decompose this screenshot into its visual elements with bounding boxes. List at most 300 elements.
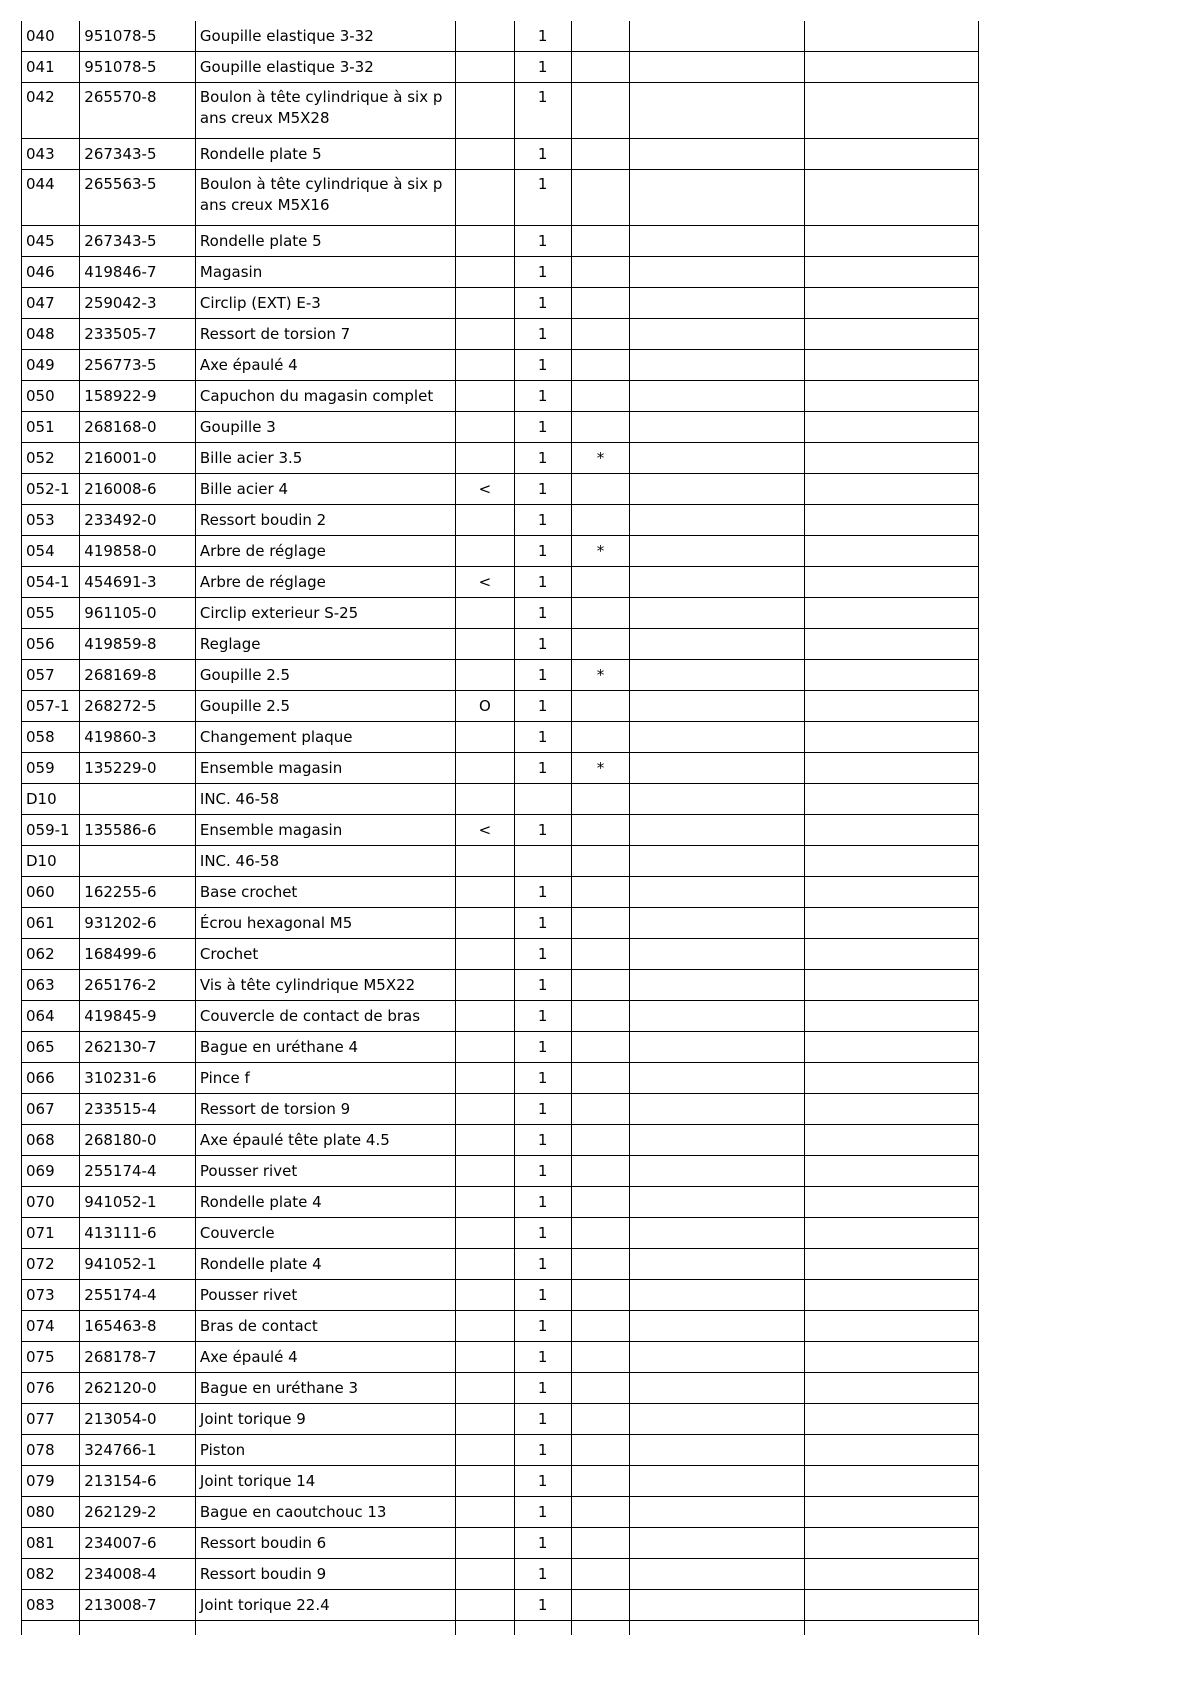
table-row: [22, 598, 979, 629]
empty-cell: [805, 1528, 979, 1559]
mark-cell: [571, 691, 629, 722]
note-cell: [456, 1125, 514, 1156]
item-number-cell: 081: [22, 1528, 80, 1559]
quantity-cell: 1: [514, 598, 571, 629]
item-number-cell: 052: [22, 443, 80, 474]
quantity-cell: 1: [514, 1497, 571, 1528]
table-row: [22, 1342, 979, 1373]
empty-cell: [805, 1001, 979, 1032]
item-number-cell: 064: [22, 1001, 80, 1032]
part-number-cell: 233505-7: [80, 319, 196, 350]
part-number-cell: 216008-6: [80, 474, 196, 505]
item-number-cell: 063: [22, 970, 80, 1001]
table-row: [22, 567, 979, 598]
empty-cell: [630, 226, 805, 257]
empty-cell: [805, 691, 979, 722]
mark-cell: [571, 1125, 629, 1156]
description-cell: Vis à tête cylindrique M5X22: [195, 970, 455, 1001]
note-cell: [456, 970, 514, 1001]
empty-cell: [630, 1590, 805, 1621]
description-cell: Ressort de torsion 7: [195, 319, 455, 350]
item-number-cell: 073: [22, 1280, 80, 1311]
mark-cell: [571, 319, 629, 350]
empty-cell: [630, 1125, 805, 1156]
description-cell: Rondelle plate 4: [195, 1187, 455, 1218]
note-cell: [456, 443, 514, 474]
description-cell: Couvercle de contact de bras: [195, 1001, 455, 1032]
part-number-cell: 267343-5: [80, 139, 196, 170]
empty-cell: [456, 1621, 514, 1636]
quantity-cell: 1: [514, 381, 571, 412]
note-cell: [456, 536, 514, 567]
empty-cell: [630, 815, 805, 846]
quantity-cell: 1: [514, 1280, 571, 1311]
mark-cell: [571, 1249, 629, 1280]
note-cell: [456, 1187, 514, 1218]
empty-cell: [805, 877, 979, 908]
note-cell: [456, 170, 514, 226]
mark-cell: [571, 257, 629, 288]
mark-cell: [571, 1187, 629, 1218]
quantity-cell: 1: [514, 939, 571, 970]
empty-cell: [805, 1187, 979, 1218]
mark-cell: [571, 1559, 629, 1590]
empty-cell: [805, 598, 979, 629]
item-number-cell: 059: [22, 753, 80, 784]
note-cell: [456, 288, 514, 319]
table-row: [22, 1590, 979, 1621]
note-cell: [456, 1032, 514, 1063]
empty-cell: [22, 1621, 80, 1636]
note-cell: [456, 1218, 514, 1249]
empty-cell: [805, 443, 979, 474]
empty-cell: [805, 1497, 979, 1528]
empty-cell: [630, 784, 805, 815]
mark-cell: *: [571, 536, 629, 567]
empty-cell: [805, 1559, 979, 1590]
mark-cell: [571, 1063, 629, 1094]
mark-cell: [571, 1156, 629, 1187]
item-number-cell: 048: [22, 319, 80, 350]
description-cell: Joint torique 9: [195, 1404, 455, 1435]
part-number-cell: 268180-0: [80, 1125, 196, 1156]
mark-cell: [571, 139, 629, 170]
table-row: [22, 691, 979, 722]
mark-cell: [571, 505, 629, 536]
part-number-cell: 234007-6: [80, 1528, 196, 1559]
empty-cell: [805, 1466, 979, 1497]
description-cell: Reglage: [195, 629, 455, 660]
empty-cell: [805, 412, 979, 443]
empty-cell: [630, 83, 805, 139]
description-cell: Pousser rivet: [195, 1280, 455, 1311]
mark-cell: [571, 1435, 629, 1466]
note-cell: [456, 21, 514, 52]
quantity-cell: 1: [514, 83, 571, 139]
mark-cell: [571, 381, 629, 412]
description-cell: Bille acier 3.5: [195, 443, 455, 474]
part-number-cell: 234008-4: [80, 1559, 196, 1590]
empty-cell: [630, 505, 805, 536]
mark-cell: [571, 1590, 629, 1621]
quantity-cell: 1: [514, 1125, 571, 1156]
item-number-cell: 057: [22, 660, 80, 691]
empty-cell: [630, 691, 805, 722]
item-number-cell: 041: [22, 52, 80, 83]
empty-cell: [805, 350, 979, 381]
item-number-cell: 046: [22, 257, 80, 288]
part-number-cell: 165463-8: [80, 1311, 196, 1342]
empty-cell: [805, 1063, 979, 1094]
note-cell: [456, 1466, 514, 1497]
description-cell: Crochet: [195, 939, 455, 970]
empty-cell: [514, 1621, 571, 1636]
mark-cell: *: [571, 660, 629, 691]
empty-cell: [630, 1342, 805, 1373]
note-cell: [456, 505, 514, 536]
quantity-cell: 1: [514, 505, 571, 536]
note-cell: [456, 226, 514, 257]
quantity-cell: 1: [514, 1559, 571, 1590]
description-cell: Arbre de réglage: [195, 536, 455, 567]
table-row: [22, 1559, 979, 1590]
table-row: [22, 722, 979, 753]
table-row: [22, 257, 979, 288]
note-cell: [456, 629, 514, 660]
empty-cell: [805, 1125, 979, 1156]
table-row: [22, 21, 979, 52]
mark-cell: [571, 350, 629, 381]
note-cell: <: [456, 474, 514, 505]
note-cell: [456, 1249, 514, 1280]
mark-cell: [571, 567, 629, 598]
part-number-cell: 961105-0: [80, 598, 196, 629]
empty-cell: [630, 1466, 805, 1497]
quantity-cell: 1: [514, 970, 571, 1001]
quantity-cell: 1: [514, 139, 571, 170]
mark-cell: [571, 1094, 629, 1125]
table-row: [22, 1404, 979, 1435]
item-number-cell: 050: [22, 381, 80, 412]
item-number-cell: 080: [22, 1497, 80, 1528]
part-number-cell: 265176-2: [80, 970, 196, 1001]
item-number-cell: 076: [22, 1373, 80, 1404]
note-cell: <: [456, 815, 514, 846]
quantity-cell: 1: [514, 1187, 571, 1218]
part-number-cell: 262129-2: [80, 1497, 196, 1528]
empty-cell: [630, 288, 805, 319]
mark-cell: [571, 1280, 629, 1311]
parts-list-sheet: [21, 21, 979, 1635]
empty-cell: [630, 908, 805, 939]
part-number-cell: 941052-1: [80, 1187, 196, 1218]
quantity-cell: 1: [514, 536, 571, 567]
empty-cell: [630, 660, 805, 691]
table-row: [22, 83, 979, 139]
empty-cell: [630, 846, 805, 877]
note-cell: [456, 1280, 514, 1311]
quantity-cell: 1: [514, 1032, 571, 1063]
item-number-cell: 049: [22, 350, 80, 381]
item-number-cell: 058: [22, 722, 80, 753]
part-number-cell: 419846-7: [80, 257, 196, 288]
note-cell: [456, 1590, 514, 1621]
description-cell: Pousser rivet: [195, 1156, 455, 1187]
part-number-cell: 941052-1: [80, 1249, 196, 1280]
quantity-cell: 1: [514, 1311, 571, 1342]
mark-cell: [571, 970, 629, 1001]
item-number-cell: 065: [22, 1032, 80, 1063]
table-row: [22, 381, 979, 412]
empty-cell: [630, 319, 805, 350]
description-cell: Écrou hexagonal M5: [195, 908, 455, 939]
note-cell: [456, 52, 514, 83]
item-number-cell: 082: [22, 1559, 80, 1590]
empty-cell: [805, 1590, 979, 1621]
note-cell: [456, 877, 514, 908]
table-row: [22, 846, 979, 877]
table-row: [22, 1032, 979, 1063]
part-number-cell: 233515-4: [80, 1094, 196, 1125]
table-row: [22, 1466, 979, 1497]
table-row: [22, 412, 979, 443]
empty-cell: [805, 1404, 979, 1435]
empty-cell: [630, 567, 805, 598]
mark-cell: [571, 1311, 629, 1342]
item-number-cell: 078: [22, 1435, 80, 1466]
note-cell: [456, 1528, 514, 1559]
item-number-cell: 054-1: [22, 567, 80, 598]
mark-cell: [571, 877, 629, 908]
note-cell: [456, 753, 514, 784]
mark-cell: [571, 815, 629, 846]
item-number-cell: 083: [22, 1590, 80, 1621]
description-cell: Bague en uréthane 4: [195, 1032, 455, 1063]
part-number-cell: 268169-8: [80, 660, 196, 691]
table-row: [22, 226, 979, 257]
part-number-cell: 213054-0: [80, 1404, 196, 1435]
description-cell: Boulon à tête cylindrique à six pans creux M5X28: [195, 83, 455, 139]
note-cell: <: [456, 567, 514, 598]
part-number-cell: 158922-9: [80, 381, 196, 412]
part-number-cell: 256773-5: [80, 350, 196, 381]
empty-cell: [805, 319, 979, 350]
empty-cell: [805, 474, 979, 505]
description-cell: Circlip (EXT) E-3: [195, 288, 455, 319]
description-cell: Joint torique 14: [195, 1466, 455, 1497]
part-number-cell: 162255-6: [80, 877, 196, 908]
item-number-cell: 051: [22, 412, 80, 443]
table-row: [22, 1280, 979, 1311]
quantity-cell: 1: [514, 567, 571, 598]
item-number-cell: 045: [22, 226, 80, 257]
part-number-cell: 268168-0: [80, 412, 196, 443]
empty-cell: [805, 1094, 979, 1125]
empty-cell: [630, 1528, 805, 1559]
mark-cell: [571, 226, 629, 257]
empty-cell: [630, 939, 805, 970]
empty-cell: [805, 381, 979, 412]
note-cell: [456, 1559, 514, 1590]
empty-cell: [630, 1404, 805, 1435]
item-number-cell: 077: [22, 1404, 80, 1435]
empty-cell: [630, 722, 805, 753]
quantity-cell: 1: [514, 722, 571, 753]
empty-cell: [805, 52, 979, 83]
table-row: [22, 474, 979, 505]
quantity-cell: 1: [514, 1404, 571, 1435]
empty-cell: [805, 908, 979, 939]
empty-cell: [630, 412, 805, 443]
mark-cell: [571, 939, 629, 970]
mark-cell: [571, 1342, 629, 1373]
part-number-cell: 310231-6: [80, 1063, 196, 1094]
quantity-cell: 1: [514, 226, 571, 257]
quantity-cell: 1: [514, 691, 571, 722]
note-cell: [456, 139, 514, 170]
part-number-cell: 213154-6: [80, 1466, 196, 1497]
part-number-cell: 413111-6: [80, 1218, 196, 1249]
empty-cell: [805, 1435, 979, 1466]
note-cell: [456, 1497, 514, 1528]
item-number-cell: 072: [22, 1249, 80, 1280]
empty-cell: [805, 970, 979, 1001]
description-cell: Couvercle: [195, 1218, 455, 1249]
quantity-cell: 1: [514, 443, 571, 474]
empty-cell: [630, 536, 805, 567]
part-number-cell: 324766-1: [80, 1435, 196, 1466]
description-cell: Goupille 3: [195, 412, 455, 443]
part-number-cell: 168499-6: [80, 939, 196, 970]
note-cell: [456, 1063, 514, 1094]
item-number-cell: 047: [22, 288, 80, 319]
quantity-cell: 1: [514, 412, 571, 443]
part-number-cell: 931202-6: [80, 908, 196, 939]
table-row: [22, 660, 979, 691]
part-number-cell: 265570-8: [80, 83, 196, 139]
empty-cell: [630, 257, 805, 288]
empty-cell: [805, 753, 979, 784]
mark-cell: [571, 908, 629, 939]
part-number-cell: 259042-3: [80, 288, 196, 319]
description-cell: Axe épaulé tête plate 4.5: [195, 1125, 455, 1156]
table-row: [22, 1528, 979, 1559]
quantity-cell: 1: [514, 1218, 571, 1249]
note-cell: [456, 846, 514, 877]
part-number-cell: 419860-3: [80, 722, 196, 753]
part-number-cell: 216001-0: [80, 443, 196, 474]
empty-cell: [805, 1342, 979, 1373]
table-row: [22, 784, 979, 815]
table-row: [22, 52, 979, 83]
empty-cell: [630, 1559, 805, 1590]
table-row: [22, 939, 979, 970]
empty-cell: [630, 1311, 805, 1342]
item-number-cell: 067: [22, 1094, 80, 1125]
mark-cell: [571, 1497, 629, 1528]
description-cell: Goupille 2.5: [195, 660, 455, 691]
description-cell: INC. 46-58: [195, 784, 455, 815]
empty-cell: [630, 1373, 805, 1404]
description-cell: Pince f: [195, 1063, 455, 1094]
empty-cell: [630, 1435, 805, 1466]
empty-cell: [630, 970, 805, 1001]
note-cell: [456, 1156, 514, 1187]
table-row: [22, 1435, 979, 1466]
table-row: [22, 1125, 979, 1156]
empty-cell: [805, 21, 979, 52]
description-cell: Ensemble magasin: [195, 753, 455, 784]
quantity-cell: 1: [514, 629, 571, 660]
item-number-cell: 079: [22, 1466, 80, 1497]
description-cell: Piston: [195, 1435, 455, 1466]
empty-cell: [805, 170, 979, 226]
table-row: [22, 1218, 979, 1249]
mark-cell: [571, 1001, 629, 1032]
part-number-cell: 951078-5: [80, 52, 196, 83]
quantity-cell: 1: [514, 52, 571, 83]
quantity-cell: 1: [514, 257, 571, 288]
quantity-cell: 1: [514, 1094, 571, 1125]
mark-cell: [571, 1032, 629, 1063]
quantity-cell: 1: [514, 319, 571, 350]
mark-cell: [571, 629, 629, 660]
empty-cell: [805, 1621, 979, 1636]
part-number-cell: 233492-0: [80, 505, 196, 536]
empty-cell: [630, 598, 805, 629]
parts-table: [21, 21, 979, 1635]
empty-cell: [571, 1621, 629, 1636]
item-number-cell: 043: [22, 139, 80, 170]
item-number-cell: 059-1: [22, 815, 80, 846]
quantity-cell: 1: [514, 1342, 571, 1373]
item-number-cell: 060: [22, 877, 80, 908]
item-number-cell: 068: [22, 1125, 80, 1156]
quantity-cell: 1: [514, 1466, 571, 1497]
empty-cell: [630, 170, 805, 226]
note-cell: [456, 83, 514, 139]
quantity-cell: 1: [514, 21, 571, 52]
item-number-cell: 071: [22, 1218, 80, 1249]
note-cell: [456, 908, 514, 939]
empty-cell: [805, 846, 979, 877]
description-cell: Goupille elastique 3-32: [195, 52, 455, 83]
note-cell: [456, 412, 514, 443]
description-cell: Bille acier 4: [195, 474, 455, 505]
description-cell: Ressort boudin 2: [195, 505, 455, 536]
mark-cell: [571, 784, 629, 815]
mark-cell: [571, 52, 629, 83]
empty-cell: [805, 784, 979, 815]
mark-cell: *: [571, 443, 629, 474]
empty-cell: [630, 381, 805, 412]
empty-cell: [805, 660, 979, 691]
table-row: [22, 170, 979, 226]
description-cell: Goupille elastique 3-32: [195, 21, 455, 52]
quantity-cell: 1: [514, 1249, 571, 1280]
empty-cell: [630, 629, 805, 660]
quantity-cell: 1: [514, 1156, 571, 1187]
quantity-cell: 1: [514, 1373, 571, 1404]
empty-cell: [805, 1156, 979, 1187]
mark-cell: *: [571, 753, 629, 784]
part-number-cell: 419859-8: [80, 629, 196, 660]
empty-cell: [80, 1621, 196, 1636]
mark-cell: [571, 722, 629, 753]
empty-cell: [195, 1621, 455, 1636]
empty-cell: [630, 350, 805, 381]
note-cell: [456, 1373, 514, 1404]
